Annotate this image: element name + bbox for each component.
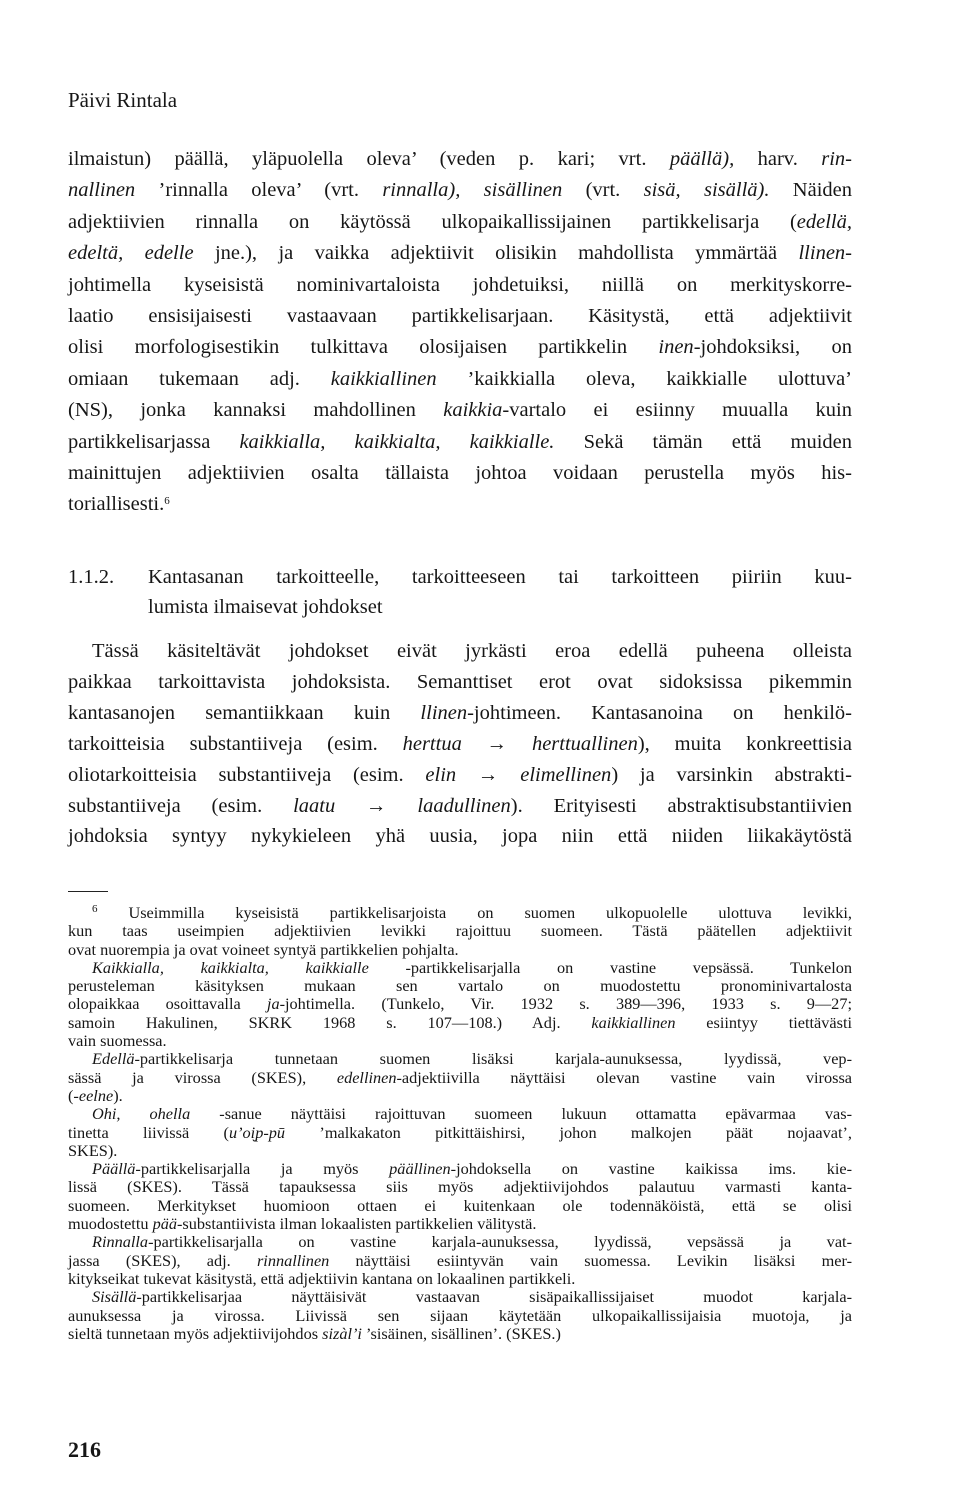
italic-term: herttua [402, 732, 462, 755]
footnote-line: kun taas useimpien adjektiivien levikki rajoittuu suomeen. Tästä päätellen adjektiivit [68, 921, 852, 941]
footnote-line: suomeen. Merkitykset huomioon ottaen ei kuitenkaan ole todennäköistä, että se olisi [68, 1195, 852, 1215]
text-line: partikkelisarjassa kaikkialla, kaikkialta, kaikkialle. Sekä tämän että muiden [68, 430, 852, 453]
italic-term: inen [658, 336, 694, 359]
text-line: omiaan tukemaan adj. kaikkiallinen ’kaikkialla oleva, kaikkialle ulottuva’ [68, 367, 852, 390]
italic-term: rinnalla), [382, 179, 461, 202]
section-paragraph [68, 636, 852, 852]
italic-term: Edellä [92, 1049, 135, 1069]
text-line: tarkoitteisia substantiiveja (esim. herttua → herttuallinen), muita konkreettisia [68, 732, 852, 755]
footnote-line: Sisällä-partikkelisarjaa näyttäisivät vastaavan sisäpaikallissijaiset muodot karjala- [92, 1287, 852, 1307]
italic-term: Sisällä [92, 1287, 137, 1307]
italic-term: rinnallinen [256, 1250, 330, 1270]
footnote-line: $^6$ Useimmilla kyseisistä partikkelisarjoista on suomen ulkopuolelle ulottuva levikki, [92, 903, 852, 922]
footnote-line: samoin Hakulinen, SKRK 1968 s. 107—108.) Adj. kaikkiallinen esiintyy tiettävästi [68, 1012, 852, 1032]
italic-term: Ohi, ohella [92, 1104, 191, 1124]
text-line: substantiiveja (esim. laatu → laadullinen). Erityisesti abstraktisubstantiivien [68, 794, 852, 817]
italic-term: edellä, [796, 210, 852, 233]
italic-term: Kaikkialla, kaikkialta, kaikkialle [92, 957, 369, 977]
section-title-line: lumista ilmaisevat johdokset [148, 596, 383, 618]
text-line: mainittujen adjektiivien osalta tällaista johtoa voidaan perustella myös his- [68, 462, 852, 485]
italic-term: nallinen [68, 179, 136, 202]
italic-term: Päällä [92, 1159, 136, 1179]
main-paragraph [68, 144, 852, 521]
italic-term: elin [425, 763, 457, 786]
footnote-line: (-eelne). [68, 1085, 123, 1105]
section-number: 1.1.2. [68, 566, 115, 588]
italic-term: sizàl’i [322, 1323, 362, 1343]
section-title-line: Kantasanan tarkoitteelle, tarkoitteeseen tai tarkoitteen piiriin kuu- [148, 566, 852, 588]
text-line: olisi morfologisestikin tulkittava olosijaisen partikkelin inen-johdoksiksi, on [68, 336, 852, 359]
text-line: toriallisesti.$^6$ [68, 493, 170, 516]
text-line: paikkaa tarkoittavista johdoksista. Semanttiset erot ovat sidoksissa pikemmin [68, 670, 852, 693]
footnote-marker: 6 [92, 903, 98, 915]
footnote-line: jassa (SKES), adj. rinnallinen näyttäisi esiintyvän vain suomessa. Levikin lisäksi mer- [68, 1250, 852, 1270]
footnote-marker: 6 [164, 495, 170, 508]
italic-term: pää [152, 1214, 177, 1234]
footnote-line: Päällä-partikkelisarjalla ja myös päällinen-johdoksella on vastine kaikissa ims. kie- [92, 1159, 853, 1179]
italic-term: laatu [293, 794, 336, 817]
italic-term: kaikkiallinen [330, 367, 437, 390]
footnote-line: muodostettu pää-substantiivista ilman lokaalisten partikkelien välitystä. [68, 1214, 537, 1234]
italic-term: elimellinen [520, 763, 612, 786]
footnote-line: Ohi, ohella -sanue näyttäisi rajoittuvan suomeen lukuun ottamatta epävarmaa vas- [92, 1104, 852, 1124]
footnote-line: ovat nuorempia ja ovat voineet syntyä partikkelien pohjalta. [68, 939, 459, 959]
footnote [68, 904, 852, 1343]
footnote-line: olopaikkaa osoittavalla ja-johtimella. (Tunkelo, Vir. 1932 s. 389—396, 1933 s. 9—27; [68, 994, 852, 1014]
footnote-line: SKES). [68, 1140, 118, 1160]
italic-term: llinen [420, 701, 468, 724]
italic-term: Rinnalla [92, 1232, 149, 1252]
text-line: oliotarkoitteisia substantiiveja (esim. elin → elimellinen) ja varsinkin abstrakti- [68, 763, 852, 786]
footnote-line: perusteleman käsityksen mukaan sen vartalo on muodostettu pronominivartalosta [68, 976, 852, 996]
footnote-line: Edellä-partikkelisarja tunnetaan suomen lisäksi karjala-aunuksessa, lyydissä, vep- [92, 1049, 852, 1069]
footnote-line: sässä ja virossa (SKES), edellinen-adjektiivilla näyttäisi olevan vastine vain virossa [68, 1067, 853, 1087]
text-line: edeltä, edelle jne.), ja vaikka adjektiivit olisikin mahdollista ymmärtää llinen- [68, 242, 852, 265]
italic-term: edellinen [336, 1067, 397, 1087]
running-head: Päivi Rintala [68, 88, 178, 112]
text-line: ilmaistun) päällä, yläpuolella oleva’ (veden p. kari; vrt. päällä), harv. rin- [68, 148, 852, 170]
footnote-line: sieltä tunnetaan myös adjektiivijohdos sizàl’i ’sisäinen, sisällinen’. (SKES.) [68, 1323, 561, 1343]
footnote-rule [68, 891, 108, 892]
text-line: Tässä käsiteltävät johdokset eivät jyrkästi eroa edellä puheena olleista [92, 640, 852, 662]
italic-term: sisä, sisällä). [643, 179, 770, 202]
italic-term: ja [266, 994, 280, 1014]
italic-term: päällinen [389, 1159, 451, 1179]
text-line: adjektiivien rinnalla on käytössä ulkopaikallissijainen partikkelisarja (edellä, [68, 210, 852, 233]
italic-term: llinen- [798, 242, 852, 265]
italic-term: rin- [821, 148, 852, 170]
footnote-line: Rinnalla-partikkelisarjalla on vastine karjala-aunuksessa, lyydissä, vepsässä ja vat- [92, 1232, 852, 1252]
italic-term: kaikkia [443, 399, 503, 422]
italic-term: kaikkialla, kaikkialta, kaikkialle. [239, 430, 555, 453]
italic-term: herttuallinen [531, 732, 638, 755]
footnote-line: lissä (SKES). Tässä tapauksessa siis myös adjektiivijohdos palautuu varmasti kanta- [68, 1177, 852, 1197]
text-line: johtimella kyseisistä nominivartaloista johdetuiksi, niillä on merkityskorre- [68, 273, 852, 296]
italic-term: laadullinen [417, 794, 511, 817]
footnote-line: aunuksessa ja virossa. Liivissä sen sijaan käytetään ulkopaikallissijaisia muotoja, ja [68, 1305, 852, 1325]
section-title [148, 562, 852, 622]
text-line: nallinen ’rinnalla oleva’ (vrt. rinnalla), sisällinen (vrt. sisä, sisällä). Näiden [68, 179, 852, 202]
text-line: kantasanojen semantiikkaan kuin llinen-johtimeen. Kantasanoina on henkilö- [68, 701, 852, 724]
page-number: 216 [68, 1437, 101, 1462]
italic-term: kaikkiallinen [591, 1012, 676, 1032]
footnote-line: tinetta liivissä (u’oi̮p-pū ’malkakaton pitkittäishirsi, johon malkojen päät nojaavat’, [68, 1122, 852, 1142]
italic-term: -eelne [73, 1085, 114, 1105]
text-line: (NS), jonka kannaksi mahdollinen kaikkia-vartalo ei esiinny muualla kuin [68, 399, 852, 422]
footnote-line: kitykseikat tukevat käsitystä, että adjektiivin kantana on lokaalinen partikkeli. [68, 1268, 576, 1288]
italic-term: edeltä, edelle [68, 242, 194, 265]
footnote-line: Kaikkialla, kaikkialta, kaikkialle -partikkelisarjalla on vastine vepsässä. Tunkelon [92, 957, 852, 977]
text-line: johdoksia syntyy nykykieleen yhä uusia, jopa niin että niiden liikakäytöstä [68, 825, 852, 848]
italic-term: sisällinen [483, 179, 563, 202]
text-line: laatio ensisijaisesti vastaavaan partikkelisarjaan. Käsitystä, että adjektiivit [68, 305, 852, 328]
italic-term: päällä), [669, 148, 735, 170]
italic-term: u’oi̮p-pū [228, 1122, 286, 1142]
footnote-line: vain suomessa. [68, 1031, 167, 1051]
